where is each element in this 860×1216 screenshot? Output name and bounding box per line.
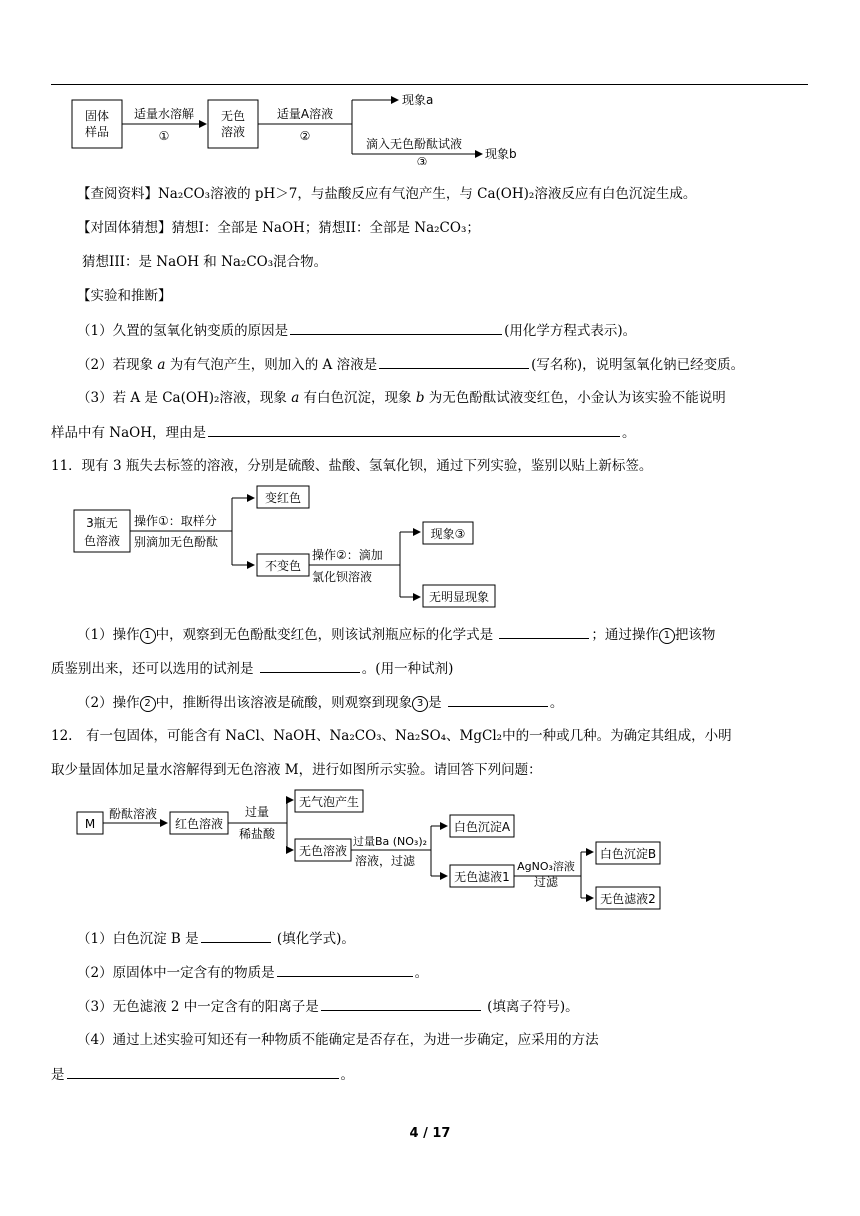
question-11-1: （1）操作 1 中，观察到无色酚酞变红色，则该试剂瓶应标的化学式是 ；通过操作 1 把该物 [77, 624, 715, 645]
step1-label: 适量水溶解 [133, 107, 195, 121]
answer-blank[interactable] [321, 996, 481, 1011]
question-12: 12. 有一包固体，可能含有 NaCl、NaOH、Na₂CO₃、Na₂SO₄、MgCl₂中的一种或几种。为确定其组成，小明 [51, 728, 732, 744]
flow-diagram-1 [60, 90, 540, 165]
svg-text:M: M [84, 817, 96, 831]
answer-blank[interactable] [260, 658, 360, 673]
svg-text:稀盐酸: 稀盐酸 [238, 827, 276, 841]
text-line-4: 【实验和推断】 [77, 288, 172, 304]
text-line-2: 【对固体猜想】猜想I：全部是 NaOH；猜想II：全部是 Na₂CO₃； [77, 220, 480, 236]
text-line-3: 猜想III：是 NaOH 和 Na₂CO₃混合物。 [82, 254, 328, 270]
text-line-1: 【查阅资料】Na₂CO₃溶液的 pH＞7，与盐酸反应有气泡产生，与 Ca(OH)₂溶液反应有白色沉淀生成。 [77, 186, 697, 202]
question-12-1: （1）白色沉淀 B 是 (填化学式)。 [77, 928, 355, 949]
svg-text:3瓶无: 3瓶无 [86, 516, 118, 530]
question-11-2: （2）操作 2 中，推断得出该溶液是硫酸，则观察到现象 3 是 。 [77, 692, 563, 713]
svg-text:无色滤液1: 无色滤液1 [454, 870, 510, 884]
phenomenon-a: 现象a [402, 93, 434, 107]
step2-num: ② [299, 129, 311, 143]
question-11: 11．现有 3 瓶失去标签的溶液，分别是硫酸、盐酸、氢氧化钡，通过下列实验，鉴别以贴上新标签。 [51, 458, 653, 474]
op1-label2: 别滴加无色酚酞 [134, 535, 219, 549]
op1-label: 操作①：取样分 [134, 514, 217, 528]
step1-num: ① [158, 129, 170, 143]
question-11-1-cont: 质鉴别出来，还可以选用的试剂是 。(用一种试剂) [51, 658, 453, 679]
answer-blank[interactable] [67, 1064, 339, 1079]
svg-text:现象③: 现象③ [430, 527, 466, 541]
question-12-4-cont: 是 。 [51, 1064, 354, 1085]
answer-blank[interactable] [290, 320, 502, 335]
op2-label2: 氯化钡溶液 [312, 570, 373, 584]
svg-text:无色滤液2: 无色滤液2 [600, 892, 656, 906]
question-12-cont: 取少量固体加足量水溶解得到无色溶液 M，进行如图所示实验。请回答下列问题： [51, 762, 542, 778]
phenol-label: 酚酞溶液 [108, 807, 158, 821]
svg-text:AgNO₃溶液: AgNO₃溶液 [517, 860, 575, 873]
svg-text:红色溶液: 红色溶液 [174, 817, 224, 831]
question-12-4: （4）通过上述实验可知还有一种物质不能确定是否存在，为进一步确定，应采用的方法 [77, 1032, 599, 1048]
op2-label: 操作②：滴加 [312, 548, 383, 562]
svg-text:溶液，过滤: 溶液，过滤 [354, 854, 416, 868]
svg-text:过滤: 过滤 [533, 875, 559, 889]
answer-blank[interactable] [208, 422, 620, 437]
answer-blank[interactable] [379, 354, 529, 369]
box-solid-sample [72, 100, 122, 148]
svg-text:白色沉淀A: 白色沉淀A [453, 820, 511, 834]
question-10-3: （3）若 A 是 Ca(OH)₂溶液，现象 a 有白色沉淀，现象 b 为无色酚酞试液变红色，小金认为该实验不能说明 [77, 390, 726, 406]
box-solid-line2: 样品 [84, 125, 110, 139]
box-solid-line1: 固体 [84, 109, 110, 123]
svg-text:色溶液: 色溶液 [83, 534, 121, 548]
box-colorless-line1: 无色 [220, 109, 246, 123]
box-colorless-line2: 溶液 [220, 125, 246, 139]
question-12-2: （2）原固体中一定含有的物质是 。 [77, 962, 428, 983]
question-10-2: （2）若现象 a 为有气泡产生，则加入的 A 溶液是 (写名称)，说明氢氧化钠已经变质。 [77, 354, 744, 375]
box-colorless-solution [208, 100, 258, 148]
question-10-3-cont: 样品中有 NaOH，理由是 。 [51, 422, 636, 443]
answer-blank[interactable] [201, 928, 271, 943]
svg-text:过量: 过量 [244, 805, 270, 819]
question-12-3: （3）无色滤液 2 中一定含有的阳离子是 (填离子符号)。 [77, 996, 579, 1017]
phenomenon-b: 现象b [485, 147, 517, 161]
answer-blank[interactable] [499, 624, 589, 639]
step3-num: ③ [416, 155, 428, 165]
question-10-1: （1）久置的氢氧化钠变质的原因是 (用化学方程式表示)。 [77, 320, 636, 341]
page-number: 4 / 17 [409, 1126, 451, 1141]
answer-blank[interactable] [277, 962, 413, 977]
svg-text:过量Ba (NO₃)₂: 过量Ba (NO₃)₂ [352, 835, 428, 848]
svg-text:无明显现象: 无明显现象 [428, 590, 490, 604]
step3-label: 滴入无色酚酞试液 [365, 137, 463, 151]
svg-text:变红色: 变红色 [264, 491, 302, 505]
flow-diagram-3 [75, 786, 695, 916]
header-rule [51, 84, 808, 85]
flow-diagram-2 [70, 482, 510, 612]
svg-text:白色沉淀B: 白色沉淀B [599, 847, 657, 861]
answer-blank[interactable] [448, 692, 548, 707]
step2-label: 适量A溶液 [276, 107, 334, 121]
svg-text:无色溶液: 无色溶液 [298, 844, 348, 858]
svg-text:不变色: 不变色 [264, 559, 302, 573]
svg-text:无气泡产生: 无气泡产生 [298, 795, 360, 809]
